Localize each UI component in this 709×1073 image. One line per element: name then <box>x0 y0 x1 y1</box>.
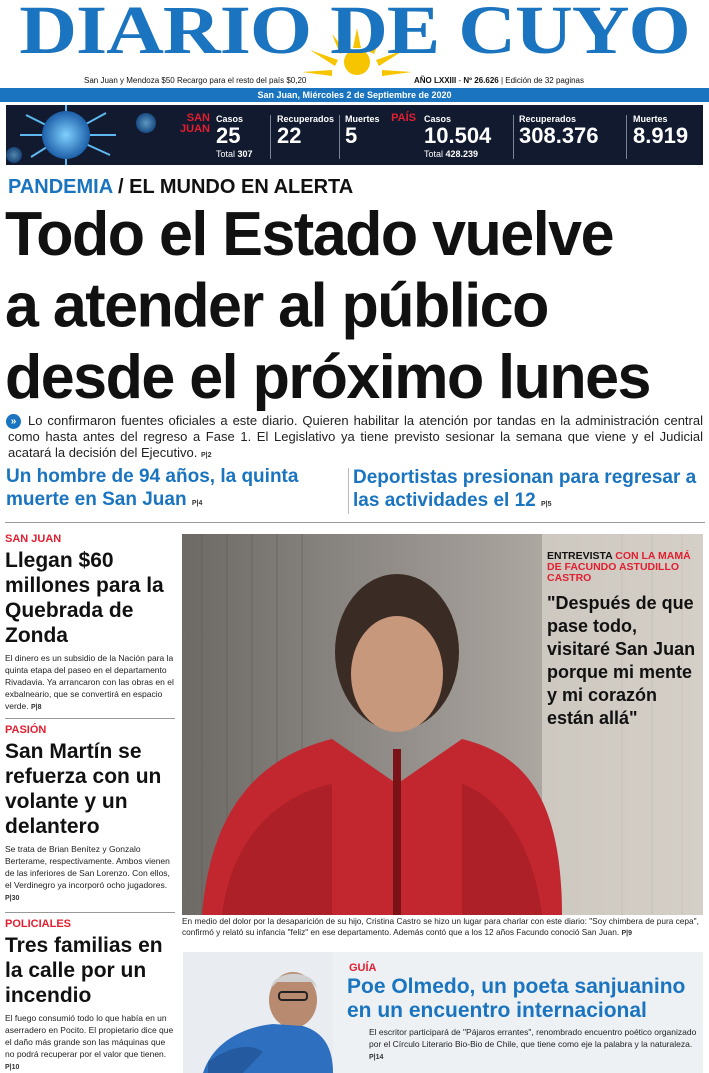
poet-photo <box>183 952 333 1073</box>
page-ref: P|9 <box>621 930 632 937</box>
story-body: El fuego consumió todo lo que había en un aserradero en Pocito. El propietario dice que el daño más grande son las máquinas que no podrá recuperar por el valor que tienen. <box>5 1013 174 1059</box>
edition-year: AÑO LXXIII <box>414 76 457 85</box>
sj-recuperados-label: Recuperados <box>277 114 335 124</box>
page-ref: P|14 <box>369 1054 384 1061</box>
photo-caption <box>182 916 703 939</box>
sj-total-label: Total <box>216 149 236 159</box>
dateline: San Juan, Miércoles 2 de Septiembre de 2020 <box>0 88 709 102</box>
edition-info: AÑO LXXIII - Nº 26.626 | Edición de 32 paginas <box>414 76 584 85</box>
pais-recuperados-value: 308.376 <box>519 123 599 148</box>
pais-recuperados-label: Recuperados <box>519 114 577 124</box>
feature-quote-box[interactable] <box>547 551 699 730</box>
feature-label <box>547 551 699 584</box>
kicker-separator: / <box>112 176 130 198</box>
story-headline: San Martín se refuerza con un volante y un delantero <box>5 740 162 838</box>
separator <box>626 115 627 159</box>
pais-casos-label: Casos <box>424 114 452 124</box>
headline-line: desde el próximo lunes <box>5 341 650 412</box>
kicker-topic: EL MUNDO EN ALERTA <box>129 176 354 198</box>
guia-body <box>369 1026 701 1064</box>
pais-total-label: Total <box>424 149 444 159</box>
section-rule <box>5 522 705 523</box>
pais-total <box>424 149 478 159</box>
feature-label-type: ENTREVISTA <box>547 550 613 562</box>
section-label: SAN JUAN <box>5 533 62 545</box>
separator <box>339 115 340 159</box>
section-label: POLICIALES <box>5 918 72 930</box>
subhead-text: Un hombre de 94 años, la quinta muerte en San Juan <box>6 466 299 510</box>
virus-icon <box>6 105 176 165</box>
story-headline: Tres familias en la calle por un incendio <box>5 934 163 1007</box>
pais-casos-value: 10.504 <box>424 123 492 148</box>
caption-text: En medio del dolor por la desaparición de su hijo, Cristina Castro se hizo un lugar para charlar con este diario: "Soy chimbera de pura cepa", confirmó y relató su infancia "feliz" en ese departamento. Además contó que a los 12 años Facundo conoció San Juan. <box>182 916 699 937</box>
page-ref: P|30 <box>5 895 20 902</box>
left-story[interactable] <box>5 724 175 905</box>
separator <box>270 115 271 159</box>
section-rule <box>5 912 175 913</box>
main-headline[interactable] <box>5 198 707 412</box>
page-ref: P|2 <box>200 452 212 459</box>
story-body: El escritor participará de "Pájaros errantes", renombrado encuentro poético organizado por el Círculo Literario Bio-Bio de Chile, que tiene como eje la palabra y la naturaleza. <box>369 1027 697 1049</box>
sj-casos-label: Casos <box>216 114 244 124</box>
sj-recuperados-value: 22 <box>277 123 302 148</box>
story-body: El dinero es un subsidio de la Nación para la quinta etapa del paseo en el departamento Rivadavia. Ya arrancaron con las obras en el exbalneario, que se convertirá en espacio verde. <box>5 653 174 711</box>
summary-text: Lo confirmaron fuentes oficiales a este diario. Quieren habilitar la atención por tandas en la administración central como hasta antes del regreso a Fase 1. El Legislativo ya tiene previsto sesionar la semana que viene y el Judicial acatará la decisión del Ejecutivo. <box>8 413 703 460</box>
price-note: San Juan y Mendoza $50 Recargo para el resto del país $0,20 <box>84 76 307 85</box>
region-pais: PAÍS <box>391 112 416 124</box>
section-label: GUÍA <box>349 962 377 974</box>
section-label: PASIÓN <box>5 724 47 736</box>
sj-total <box>216 149 253 159</box>
sj-muertes-value: 5 <box>345 123 358 148</box>
pais-total-value: 428.239 <box>445 149 479 159</box>
pais-muertes-label: Muertes <box>633 114 668 124</box>
left-story[interactable] <box>5 918 175 1073</box>
story-body: Se trata de Brian Benítez y Gonzalo Berterame, respectivamente. Ambos vienen de las inferiores de San Lorenzo. Con ellos, el Verdinegro ya incorporó ocho jugadores. <box>5 844 170 890</box>
sj-casos-value: 25 <box>216 123 241 148</box>
section-rule <box>5 718 175 719</box>
page-ref: P|4 <box>191 500 203 507</box>
pais-muertes-value: 8.919 <box>633 123 689 148</box>
subhead-story[interactable] <box>353 466 703 516</box>
main-summary <box>8 413 703 464</box>
headline-line: Todo el Estado vuelve <box>5 198 614 269</box>
subhead-text: Deportistas presionan para regresar a las actividades el 12 <box>353 467 697 511</box>
edition-number: Nº 26.626 <box>463 76 499 85</box>
newspaper-title: DIARIO DE CUYO <box>19 0 690 69</box>
sj-total-value: 307 <box>237 149 253 159</box>
page-ref: P|8 <box>31 704 42 711</box>
main-kicker <box>8 174 353 200</box>
left-story[interactable] <box>5 533 175 714</box>
page-ref: P|5 <box>541 501 552 508</box>
kicker-section: PANDEMIA <box>8 176 113 198</box>
covid-stats-bar <box>6 105 703 165</box>
edition-pages: Edición de 32 paginas <box>505 76 584 85</box>
arrow-icon: » <box>6 414 21 429</box>
feature-label-subject: CON LA MAMÁ DE FACUNDO ASTUDILLO CASTRO <box>547 550 691 584</box>
separator <box>513 115 514 159</box>
feature-quote: "Después de que pase todo, visitaré San Juan porque mi mente y mi corazón están allá" <box>547 593 696 728</box>
page-ref: P|10 <box>5 1064 20 1071</box>
column-divider <box>348 468 349 514</box>
story-headline: Llegan $60 millones para la Quebrada de Zonda <box>5 549 164 647</box>
headline-line: a atender al público <box>5 270 548 340</box>
masthead <box>0 0 709 74</box>
subhead-story[interactable] <box>6 465 346 515</box>
sj-muertes-label: Muertes <box>345 114 380 124</box>
guia-headline[interactable]: Poe Olmedo, un poeta sanjuanino en un encuentro internacional <box>347 975 686 1022</box>
region-san-juan: SAN JUAN <box>180 112 210 135</box>
